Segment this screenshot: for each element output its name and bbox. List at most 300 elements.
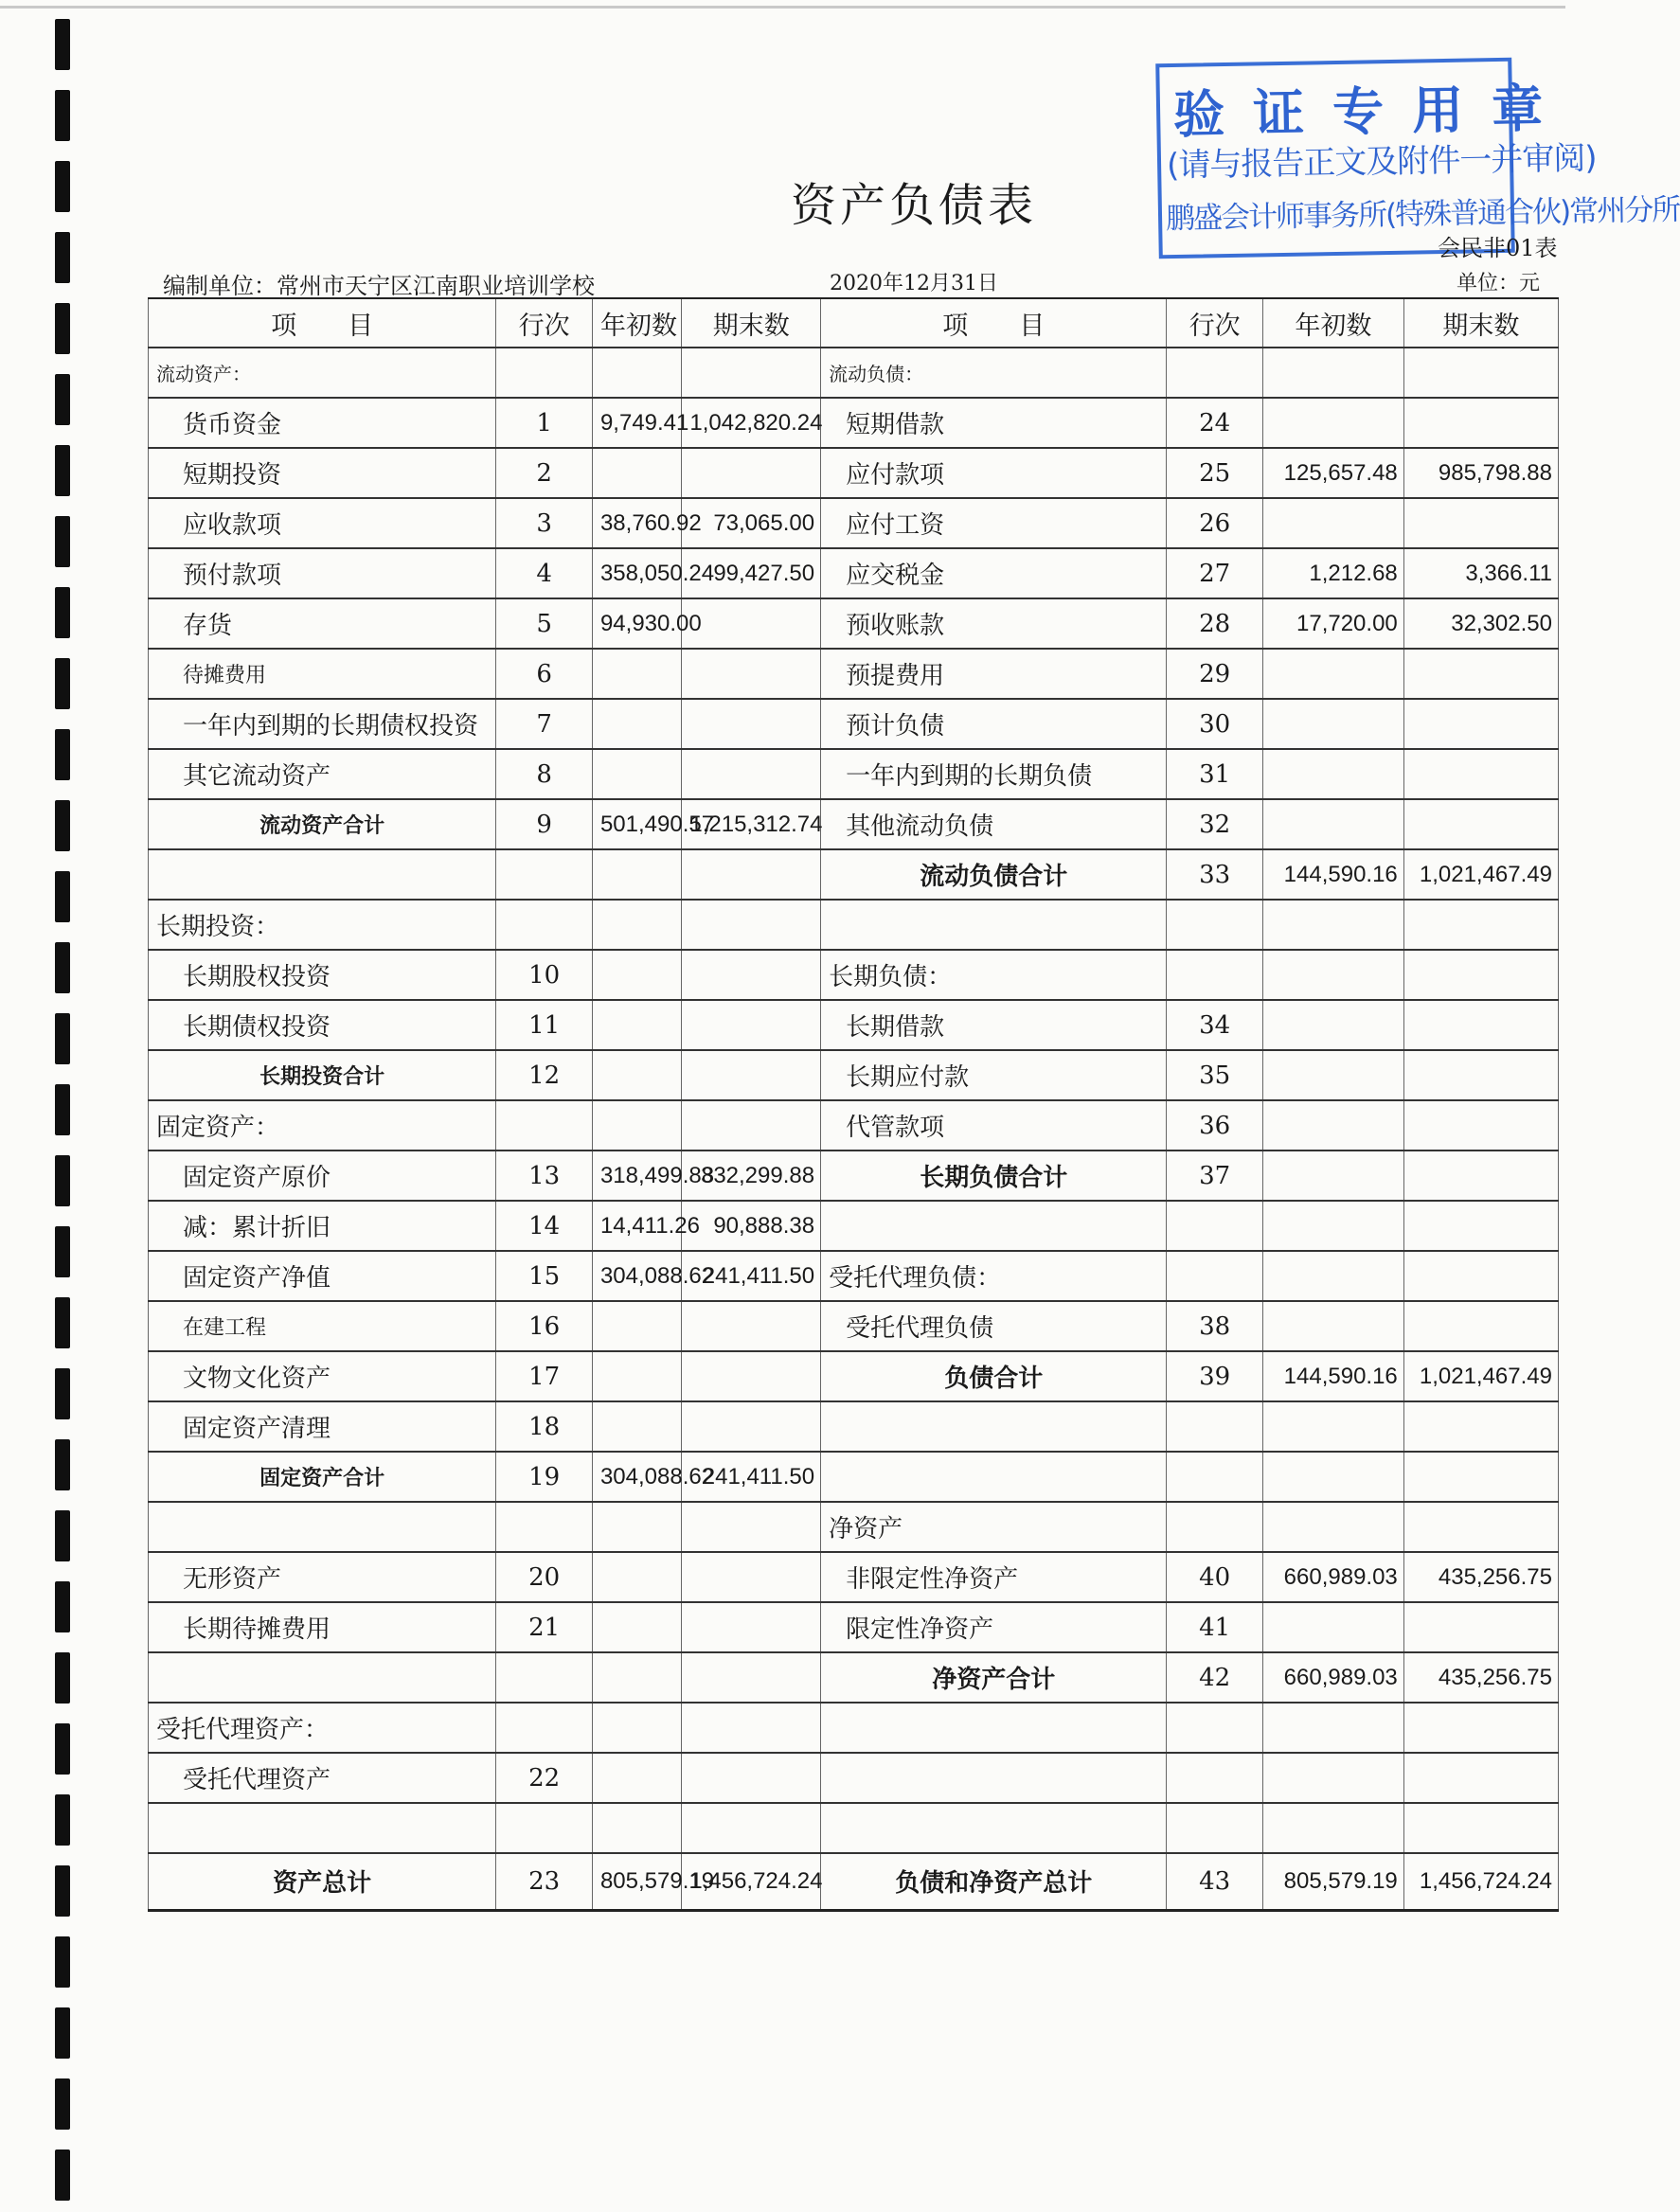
liability-item: 预提费用	[821, 649, 1167, 699]
liability-line-no: 29	[1167, 649, 1263, 699]
binding-hole	[55, 2007, 70, 2059]
asset-line-no: 9	[496, 799, 593, 849]
table-row	[149, 1803, 1559, 1853]
liability-beginning: 17,720.00	[1262, 598, 1403, 649]
table-row	[149, 1000, 1559, 1050]
binding-hole	[55, 587, 70, 638]
liability-beginning	[1262, 1100, 1403, 1151]
table-row	[149, 1151, 1559, 1201]
report-date: 2020年12月31日	[830, 272, 998, 295]
page-title: 资产负债表	[791, 179, 1038, 232]
binding-hole	[55, 2150, 70, 2201]
liability-item: 负债和净资产总计	[821, 1853, 1167, 1910]
table-row	[149, 649, 1559, 699]
liability-beginning: 144,590.16	[1262, 849, 1403, 900]
liability-item: 非限定性净资产	[821, 1552, 1167, 1602]
liability-beginning: 144,590.16	[1262, 1351, 1403, 1401]
liability-item: 长期应付款	[821, 1050, 1167, 1100]
asset-item: 文物文化资产	[149, 1351, 496, 1401]
liability-line-no: 26	[1167, 498, 1263, 548]
asset-line-no: 20	[496, 1552, 593, 1602]
liability-beginning	[1262, 1000, 1403, 1050]
liability-line-no: 41	[1167, 1602, 1263, 1652]
stamp-line-1: 验证专用章	[1172, 78, 1572, 145]
asset-ending: 73,065.00	[682, 498, 821, 548]
column-header: 项 目	[149, 298, 496, 348]
asset-item: 长期投资：	[149, 900, 496, 950]
table-row	[149, 1351, 1559, 1401]
binding-hole	[55, 1155, 70, 1206]
liability-ending	[1403, 1050, 1558, 1100]
liability-beginning	[1262, 1803, 1403, 1853]
balance-sheet-table	[148, 297, 1559, 1912]
liability-ending	[1403, 649, 1558, 699]
asset-line-no: 17	[496, 1351, 593, 1401]
liability-beginning: 805,579.19	[1262, 1853, 1403, 1910]
liability-item: 受托代理负债：	[821, 1251, 1167, 1301]
table-row	[149, 1050, 1559, 1100]
table-row	[149, 1452, 1559, 1502]
asset-line-no: 11	[496, 1000, 593, 1050]
liability-ending: 3,366.11	[1403, 548, 1558, 598]
liability-ending	[1403, 900, 1558, 950]
asset-ending	[682, 1351, 821, 1401]
binding-hole	[55, 1226, 70, 1277]
asset-line-no: 6	[496, 649, 593, 699]
binding-hole	[55, 1297, 70, 1348]
liability-beginning	[1262, 1703, 1403, 1753]
stamp-line-2: (请与报告正文及附件一并审阅)	[1166, 139, 1597, 186]
binding-hole	[55, 942, 70, 993]
asset-ending	[682, 1602, 821, 1652]
table-header-row	[149, 298, 1559, 348]
asset-item: 流动资产合计	[149, 799, 496, 849]
liability-item: 限定性净资产	[821, 1602, 1167, 1652]
liability-item: 流动负债合计	[821, 849, 1167, 900]
table-row	[149, 1602, 1559, 1652]
liability-ending	[1403, 398, 1558, 448]
asset-item: 其它流动资产	[149, 749, 496, 799]
binding-hole	[55, 303, 70, 354]
liability-line-no	[1167, 900, 1263, 950]
asset-ending: 1,042,820.24	[682, 398, 821, 448]
binding-hole	[55, 1368, 70, 1419]
asset-line-no: 10	[496, 950, 593, 1000]
liability-beginning	[1262, 749, 1403, 799]
liability-ending	[1403, 1151, 1558, 1201]
asset-line-no: 4	[496, 548, 593, 598]
asset-line-no: 13	[496, 1151, 593, 1201]
binding-hole	[55, 1865, 70, 1917]
liability-beginning	[1262, 699, 1403, 749]
liability-line-no: 33	[1167, 849, 1263, 900]
liability-item	[821, 1401, 1167, 1452]
table-row	[149, 799, 1559, 849]
asset-ending: 241,411.50	[682, 1452, 821, 1502]
liability-item: 负债合计	[821, 1351, 1167, 1401]
liability-ending: 985,798.88	[1403, 448, 1558, 498]
liability-ending	[1403, 1703, 1558, 1753]
asset-item: 存货	[149, 598, 496, 649]
liability-item: 受托代理负债	[821, 1301, 1167, 1351]
binding-hole	[55, 800, 70, 851]
asset-item: 流动资产：	[149, 348, 496, 398]
liability-beginning	[1262, 950, 1403, 1000]
asset-item: 减：累计折旧	[149, 1201, 496, 1251]
binding-hole	[55, 1439, 70, 1490]
asset-beginning: 501,490.57	[592, 799, 681, 849]
liability-ending	[1403, 1502, 1558, 1552]
liability-ending: 32,302.50	[1403, 598, 1558, 649]
liability-ending	[1403, 1452, 1558, 1502]
asset-item: 待摊费用	[149, 649, 496, 699]
liability-item	[821, 900, 1167, 950]
liability-beginning	[1262, 1452, 1403, 1502]
asset-item	[149, 1502, 496, 1552]
table-row	[149, 950, 1559, 1000]
asset-item: 固定资产清理	[149, 1401, 496, 1452]
asset-item: 长期投资合计	[149, 1050, 496, 1100]
liability-beginning	[1262, 1401, 1403, 1452]
asset-line-no	[496, 1502, 593, 1552]
asset-ending	[682, 699, 821, 749]
binding-hole	[55, 1936, 70, 1988]
asset-ending: 1,456,724.24	[682, 1853, 821, 1910]
asset-ending	[682, 598, 821, 649]
asset-line-no	[496, 1100, 593, 1151]
asset-beginning	[592, 1502, 681, 1552]
liability-item: 长期负债合计	[821, 1151, 1167, 1201]
asset-ending	[682, 1652, 821, 1703]
asset-item	[149, 1803, 496, 1853]
asset-ending	[682, 849, 821, 900]
asset-ending	[682, 950, 821, 1000]
liability-beginning	[1262, 398, 1403, 448]
liability-ending	[1403, 749, 1558, 799]
asset-line-no	[496, 1652, 593, 1703]
liability-beginning: 660,989.03	[1262, 1652, 1403, 1703]
liability-item: 代管款项	[821, 1100, 1167, 1151]
liability-line-no: 27	[1167, 548, 1263, 598]
liability-item: 应付款项	[821, 448, 1167, 498]
asset-beginning	[592, 448, 681, 498]
binding-hole	[55, 161, 70, 212]
asset-beginning: 9,749.41	[592, 398, 681, 448]
table-row	[149, 900, 1559, 950]
liability-ending: 1,021,467.49	[1403, 849, 1558, 900]
asset-line-no: 21	[496, 1602, 593, 1652]
asset-line-no: 1	[496, 398, 593, 448]
liability-beginning	[1262, 649, 1403, 699]
asset-ending	[682, 1703, 821, 1753]
liability-line-no	[1167, 1703, 1263, 1753]
liability-beginning	[1262, 1502, 1403, 1552]
liability-item: 净资产	[821, 1502, 1167, 1552]
binding-holes	[55, 19, 70, 2197]
asset-beginning	[592, 749, 681, 799]
currency-unit: 单位：元	[1457, 272, 1541, 295]
asset-item: 在建工程	[149, 1301, 496, 1351]
liability-ending: 435,256.75	[1403, 1552, 1558, 1602]
asset-line-no: 16	[496, 1301, 593, 1351]
asset-line-no	[496, 1703, 593, 1753]
asset-beginning: 318,499.88	[592, 1151, 681, 1201]
asset-beginning	[592, 348, 681, 398]
liability-ending	[1403, 1803, 1558, 1853]
asset-line-no: 2	[496, 448, 593, 498]
asset-beginning	[592, 1703, 681, 1753]
table-row	[149, 398, 1559, 448]
liability-ending	[1403, 348, 1558, 398]
liability-item: 预计负债	[821, 699, 1167, 749]
table-row	[149, 1502, 1559, 1552]
liability-line-no: 39	[1167, 1351, 1263, 1401]
asset-line-no: 14	[496, 1201, 593, 1251]
liability-line-no: 38	[1167, 1301, 1263, 1351]
liability-ending	[1403, 1251, 1558, 1301]
asset-ending	[682, 1401, 821, 1452]
asset-beginning: 304,088.62	[592, 1251, 681, 1301]
asset-beginning	[592, 1301, 681, 1351]
liability-ending	[1403, 1753, 1558, 1803]
asset-item: 固定资产合计	[149, 1452, 496, 1502]
liability-item	[821, 1452, 1167, 1502]
liability-item: 长期借款	[821, 1000, 1167, 1050]
liability-line-no: 40	[1167, 1552, 1263, 1602]
asset-beginning	[592, 1401, 681, 1452]
asset-line-no: 19	[496, 1452, 593, 1502]
asset-item: 货币资金	[149, 398, 496, 448]
liability-line-no	[1167, 950, 1263, 1000]
table-row	[149, 548, 1559, 598]
column-header: 年初数	[1262, 298, 1403, 348]
liability-ending	[1403, 1000, 1558, 1050]
table-row	[149, 1753, 1559, 1803]
asset-beginning	[592, 1050, 681, 1100]
asset-item: 无形资产	[149, 1552, 496, 1602]
liability-item	[821, 1201, 1167, 1251]
asset-beginning	[592, 950, 681, 1000]
asset-ending	[682, 749, 821, 799]
table-row	[149, 749, 1559, 799]
asset-item: 预付款项	[149, 548, 496, 598]
liability-beginning: 1,212.68	[1262, 548, 1403, 598]
asset-item: 长期股权投资	[149, 950, 496, 1000]
liability-line-no	[1167, 1803, 1263, 1853]
liability-item: 应付工资	[821, 498, 1167, 548]
liability-beginning	[1262, 1251, 1403, 1301]
binding-hole	[55, 729, 70, 780]
asset-beginning	[592, 1602, 681, 1652]
asset-ending: 99,427.50	[682, 548, 821, 598]
binding-hole	[55, 1652, 70, 1704]
asset-ending	[682, 1552, 821, 1602]
liability-line-no	[1167, 1201, 1263, 1251]
binding-hole	[55, 871, 70, 922]
table-row	[149, 1301, 1559, 1351]
liability-beginning	[1262, 1151, 1403, 1201]
liability-line-no	[1167, 1753, 1263, 1803]
asset-ending	[682, 649, 821, 699]
binding-hole	[55, 1510, 70, 1561]
asset-item: 资产总计	[149, 1853, 496, 1910]
liability-ending	[1403, 498, 1558, 548]
liability-item: 长期负债：	[821, 950, 1167, 1000]
binding-hole	[55, 374, 70, 425]
asset-ending: 332,299.88	[682, 1151, 821, 1201]
table-row	[149, 1703, 1559, 1753]
asset-item: 固定资产：	[149, 1100, 496, 1151]
liability-item	[821, 1703, 1167, 1753]
liability-line-no: 36	[1167, 1100, 1263, 1151]
liability-line-no	[1167, 1401, 1263, 1452]
asset-line-no: 18	[496, 1401, 593, 1452]
table-row	[149, 1401, 1559, 1452]
column-header: 期末数	[1403, 298, 1558, 348]
liability-item	[821, 1803, 1167, 1853]
asset-line-no: 15	[496, 1251, 593, 1301]
liability-line-no: 30	[1167, 699, 1263, 749]
liability-line-no: 32	[1167, 799, 1263, 849]
binding-hole	[55, 1723, 70, 1775]
reporting-unit: 编制单位：常州市天宁区江南职业培训学校	[163, 273, 595, 299]
liability-beginning: 125,657.48	[1262, 448, 1403, 498]
binding-hole	[55, 232, 70, 283]
column-header: 项 目	[821, 298, 1167, 348]
liability-beginning: 660,989.03	[1262, 1552, 1403, 1602]
binding-hole	[55, 90, 70, 141]
asset-ending	[682, 1753, 821, 1803]
liability-line-no	[1167, 1251, 1263, 1301]
binding-hole	[55, 19, 70, 70]
binding-hole	[55, 516, 70, 567]
asset-beginning	[592, 900, 681, 950]
liability-ending: 1,456,724.24	[1403, 1853, 1558, 1910]
asset-ending: 241,411.50	[682, 1251, 821, 1301]
liability-line-no	[1167, 1502, 1263, 1552]
liability-line-no	[1167, 348, 1263, 398]
table-row	[149, 448, 1559, 498]
asset-beginning	[592, 649, 681, 699]
asset-line-no: 7	[496, 699, 593, 749]
form-number: 会民非01表	[1438, 235, 1558, 261]
liability-ending: 1,021,467.49	[1403, 1351, 1558, 1401]
asset-ending	[682, 348, 821, 398]
liability-line-no: 34	[1167, 1000, 1263, 1050]
binding-hole	[55, 2078, 70, 2130]
asset-ending	[682, 448, 821, 498]
asset-beginning: 38,760.92	[592, 498, 681, 548]
liability-beginning	[1262, 1050, 1403, 1100]
asset-ending: 90,888.38	[682, 1201, 821, 1251]
table-row	[149, 1652, 1559, 1703]
asset-line-no: 5	[496, 598, 593, 649]
page-top-edge	[0, 6, 1565, 9]
table-row	[149, 1100, 1559, 1151]
table-row	[149, 1552, 1559, 1602]
asset-beginning: 14,411.26	[592, 1201, 681, 1251]
liability-item: 流动负债：	[821, 348, 1167, 398]
liability-item: 应交税金	[821, 548, 1167, 598]
asset-ending: 1,215,312.74	[682, 799, 821, 849]
liability-item: 预收账款	[821, 598, 1167, 649]
liability-ending	[1403, 799, 1558, 849]
liability-item: 其他流动负债	[821, 799, 1167, 849]
asset-ending	[682, 1000, 821, 1050]
liability-beginning	[1262, 900, 1403, 950]
asset-beginning: 304,088.62	[592, 1452, 681, 1502]
asset-beginning	[592, 1652, 681, 1703]
liability-beginning	[1262, 1602, 1403, 1652]
asset-item: 固定资产净值	[149, 1251, 496, 1301]
asset-beginning	[592, 1753, 681, 1803]
liability-line-no: 35	[1167, 1050, 1263, 1100]
column-header: 行次	[496, 298, 593, 348]
asset-beginning	[592, 1100, 681, 1151]
liability-beginning	[1262, 348, 1403, 398]
liability-ending	[1403, 1100, 1558, 1151]
asset-beginning	[592, 849, 681, 900]
asset-beginning	[592, 699, 681, 749]
stamp-line-3: 鹏盛会计师事务所(特殊普通合伙)常州分所	[1165, 192, 1680, 237]
asset-line-no	[496, 849, 593, 900]
asset-beginning: 805,579.19	[592, 1853, 681, 1910]
liability-item: 短期借款	[821, 398, 1167, 448]
liability-ending	[1403, 1201, 1558, 1251]
asset-item: 固定资产原价	[149, 1151, 496, 1201]
asset-line-no: 12	[496, 1050, 593, 1100]
asset-item: 受托代理资产	[149, 1753, 496, 1803]
asset-line-no	[496, 1803, 593, 1853]
asset-item	[149, 1652, 496, 1703]
asset-line-no: 22	[496, 1753, 593, 1803]
table-row	[149, 498, 1559, 548]
asset-item	[149, 849, 496, 900]
asset-item: 长期待摊费用	[149, 1602, 496, 1652]
asset-ending	[682, 900, 821, 950]
liability-line-no: 24	[1167, 398, 1263, 448]
asset-beginning	[592, 1803, 681, 1853]
liability-beginning	[1262, 799, 1403, 849]
asset-line-no	[496, 348, 593, 398]
asset-beginning: 358,050.24	[592, 548, 681, 598]
binding-hole	[55, 1794, 70, 1846]
asset-beginning	[592, 1351, 681, 1401]
liability-line-no: 37	[1167, 1151, 1263, 1201]
asset-ending	[682, 1803, 821, 1853]
column-header: 行次	[1167, 298, 1263, 348]
liability-ending	[1403, 950, 1558, 1000]
asset-beginning: 94,930.00	[592, 598, 681, 649]
liability-line-no	[1167, 1452, 1263, 1502]
table-row	[149, 598, 1559, 649]
liability-beginning	[1262, 1301, 1403, 1351]
asset-line-no: 23	[496, 1853, 593, 1910]
binding-hole	[55, 445, 70, 496]
liability-ending	[1403, 1602, 1558, 1652]
liability-line-no: 28	[1167, 598, 1263, 649]
liability-beginning	[1262, 1201, 1403, 1251]
binding-hole	[55, 1084, 70, 1135]
asset-item: 应收款项	[149, 498, 496, 548]
liability-item	[821, 1753, 1167, 1803]
asset-ending	[682, 1502, 821, 1552]
table-row	[149, 849, 1559, 900]
liability-line-no: 42	[1167, 1652, 1263, 1703]
asset-beginning	[592, 1552, 681, 1602]
liability-line-no: 31	[1167, 749, 1263, 799]
table-row	[149, 699, 1559, 749]
